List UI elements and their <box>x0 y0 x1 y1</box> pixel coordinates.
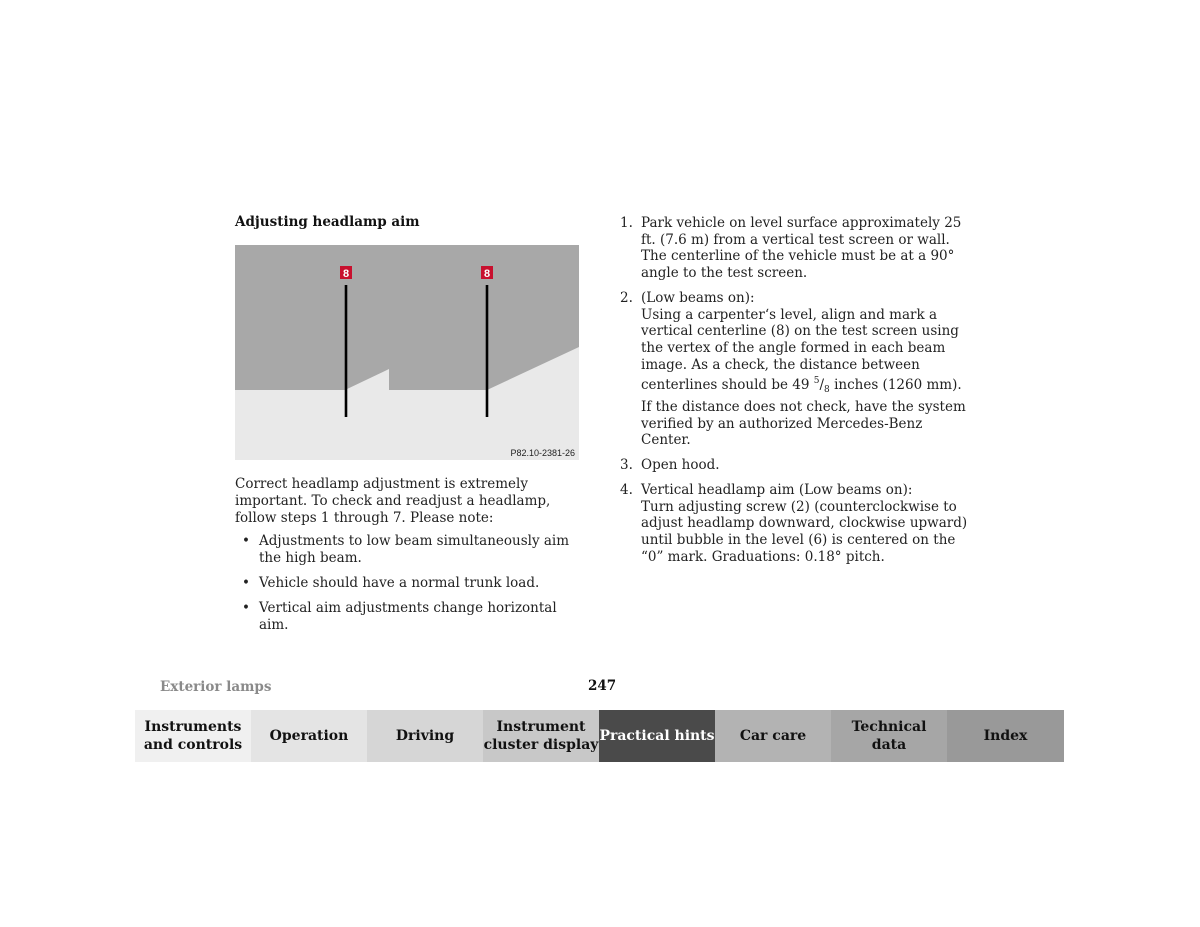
list-item: • Vehicle should have a normal trunk load. <box>235 575 580 592</box>
procedure-steps <box>620 215 970 573</box>
step-number: 1. <box>620 215 633 231</box>
tab-operation[interactable]: Operation <box>251 710 367 762</box>
tab-instruments-and-controls[interactable]: Instruments and controls <box>135 710 251 762</box>
step-text: Open hood. <box>641 457 720 474</box>
beam-pattern-illustration <box>235 245 579 460</box>
step-text-continued: inches (1260 mm). If the distance does not check, have the system verified by an authorized Mercedes-Benz Center. <box>641 377 966 449</box>
tab-instrument-cluster-display[interactable]: Instrument cluster display <box>483 710 599 762</box>
intro-paragraph: Correct headlamp adjustment is extremely important. To check and readjust a headlamp, follow steps 1 through 7. Please note: <box>235 476 551 526</box>
list-item: • Adjustments to low beam simultaneously aim the high beam. <box>235 533 580 567</box>
step-4 <box>620 482 970 566</box>
figure-caption: P82.10-2381-26 <box>510 448 575 458</box>
step-text: Using a carpenter‘s level, align and mark a vertical centerline (8) on the test screen using the vertex of the angle formed in each beam image. As a check, the distance between centerlines should be 49 <box>641 306 959 394</box>
tab-technical-data[interactable]: Technical data <box>831 710 947 762</box>
step-title: Vertical headlamp aim (Low beams on): <box>641 481 913 498</box>
chapter-tabs <box>135 710 1064 762</box>
tab-driving[interactable]: Driving <box>367 710 483 762</box>
headlamp-aim-diagram <box>235 245 579 460</box>
fraction-numerator: 5 <box>813 376 820 387</box>
step-number: 2. <box>620 289 633 306</box>
intro-block <box>235 476 580 642</box>
step-number: 4. <box>620 481 633 498</box>
step-number: 3. <box>620 457 633 474</box>
step-1 <box>620 215 970 282</box>
step-text: Park vehicle on level surface approximately 25 ft. (7.6 m) from a vertical test screen or wall. The centerline of the vehicle must be at a 90° angle to the test screen. <box>641 215 962 282</box>
section-heading: Adjusting headlamp aim <box>235 214 420 230</box>
step-title: (Low beams on): <box>641 289 755 306</box>
marker-label-left: 8 <box>342 268 350 280</box>
tab-index[interactable]: Index <box>947 710 1064 762</box>
fraction-denominator: 8 <box>824 385 830 396</box>
step-text: Turn adjusting screw (2) (counterclockwise to adjust headlamp downward, clockwise upward) until bubble in the level (6) is centered on the “0” mark. Graduations: 0.18° pitch. <box>641 498 968 565</box>
tab-car-care[interactable]: Car care <box>715 710 831 762</box>
tab-practical-hints[interactable]: Practical hints <box>599 710 715 762</box>
marker-label-right: 8 <box>483 268 491 280</box>
fraction: $^5/_8$ <box>813 376 830 396</box>
page-number: 247 <box>588 678 617 694</box>
step-3 <box>620 457 970 474</box>
list-item: • Vertical aim adjustments change horizontal aim. <box>235 600 580 634</box>
step-2 <box>620 290 970 449</box>
section-label: Exterior lamps <box>160 679 272 695</box>
notes-list <box>235 533 580 634</box>
